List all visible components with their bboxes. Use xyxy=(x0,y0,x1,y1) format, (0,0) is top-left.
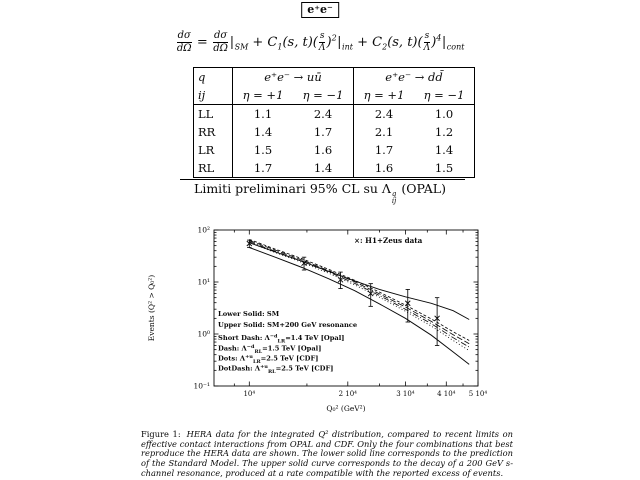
svg-text:4 10⁴: 4 10⁴ xyxy=(437,390,456,398)
table-row xyxy=(194,141,475,159)
row-label: RL xyxy=(194,159,233,178)
svg-text:Events (Q² > Q₀²): Events (Q² > Q₀²) xyxy=(147,274,156,342)
collision-type-box xyxy=(301,2,339,18)
collision-type-label: e⁺e⁻ xyxy=(307,3,333,16)
cell: 1.4 xyxy=(313,161,333,175)
cell: 2.4 xyxy=(313,107,333,121)
svg-text:2 10⁴: 2 10⁴ xyxy=(338,390,358,398)
row-label: RR xyxy=(194,123,233,141)
svg-text:10⁻¹: 10⁻¹ xyxy=(193,381,210,391)
table-subheader: η = −1 xyxy=(414,86,475,105)
svg-text:3 10⁴: 3 10⁴ xyxy=(396,390,415,398)
cell: 1.6 xyxy=(313,143,333,157)
svg-text:Q₀² (GeV²): Q₀² (GeV²) xyxy=(326,404,366,413)
table-header-ij: ij xyxy=(194,86,233,105)
figure-caption-label: Figure 1: xyxy=(141,429,181,439)
table-row xyxy=(194,105,475,124)
separator-rule xyxy=(180,179,465,180)
table-subheader: η = −1 xyxy=(293,86,354,105)
svg-text:Upper Solid: SM+200 GeV resona: Upper Solid: SM+200 GeV resonance xyxy=(218,321,358,329)
svg-text:Dash: Λ−dRL=1.5 TeV [Opal]: Dash: $\Lambda^{-d}_{RL}=1.5$ TeV [Opal] xyxy=(218,343,322,355)
table-header-q: q xyxy=(194,68,233,87)
svg-text:Dots: Λ+uLR=2.5 TeV [CDF]: Dots: $\Lambda^{+u}_{LR}=2.5$ TeV [CDF] xyxy=(218,353,319,365)
cell: 1.7 xyxy=(313,125,333,139)
table-caption-sup: q xyxy=(391,190,397,198)
svg-text:×: H1+Zeus data: ×: H1+Zeus data xyxy=(354,236,423,245)
cell: 1.5 xyxy=(434,161,454,175)
cell: 1.0 xyxy=(434,107,454,121)
figure-caption xyxy=(141,430,513,479)
svg-text:5 10⁴: 5 10⁴ xyxy=(468,390,488,398)
cell: 1.7 xyxy=(354,141,415,159)
cell: 2.4 xyxy=(354,105,415,124)
cross-section-formula: $\frac{d\sigma}{d\Omega}$ = $\frac{d\sigma}{d\Omega}$ $|_{SM} + C_1(s$, t)( $\frac{s}{\Lambda}$ )$^2|_{int} + C_2(s$, t)( $\frac{s}{\Lambda}$ )$^4|_{cont}$ xyxy=(176,30,465,54)
limits-table xyxy=(193,67,475,178)
table-subheader: η = +1 xyxy=(354,86,415,105)
svg-text:Short Dash: Λ−dLR=1.4 TeV [Opa: Short Dash: $\Lambda^{-d}_{LR}=1.4$ TeV [Opal] xyxy=(218,333,345,345)
table-caption-post: (OPAL) xyxy=(397,181,446,196)
row-label: LL xyxy=(194,105,233,124)
svg-text:10⁴: 10⁴ xyxy=(243,390,256,398)
figure-caption-text: HERA data for the integrated Q² distribution, compared to recent limits on effective contact interactions from OPAL and CDF. Only the four combinations that best reproduce the HERA data are shown. The lower solid line corresponds to the prediction of the Standard Model. The upper solid curve corresponds to the decay of a 200 GeV s-channel resonance, produced at a rate compatible with the reported excess of events. xyxy=(141,429,514,478)
table-caption-sub: ij xyxy=(391,197,397,205)
svg-text:10⁰: 10⁰ xyxy=(197,329,210,339)
svg-text:10¹: 10¹ xyxy=(197,277,210,287)
table-caption-pre: Limiti preliminari 95% CL su Λ xyxy=(194,181,391,196)
cell: 1.5 xyxy=(253,143,273,157)
cell: 1.4 xyxy=(434,143,454,157)
cell: 1.2 xyxy=(434,125,454,139)
svg-text:DotDash: Λ+uRL=2.5 TeV [CDF]: DotDash: $\Lambda^{+u}_{RL}=2.5$ TeV [CDF] xyxy=(218,363,334,375)
row-label: LR xyxy=(194,141,233,159)
table-group-dd: e⁺e⁻ → dd̄ xyxy=(354,68,475,87)
cell: 1.1 xyxy=(253,107,273,121)
table-row xyxy=(194,159,475,178)
table-caption xyxy=(0,181,640,205)
table-subheader: η = +1 xyxy=(233,86,294,105)
table-group-uu: e⁺e⁻ → uū xyxy=(264,70,322,84)
qsq-plot xyxy=(140,210,490,425)
svg-text:10²: 10² xyxy=(197,225,210,235)
cell: 1.6 xyxy=(354,159,415,178)
cell: 2.1 xyxy=(354,123,415,141)
table-row xyxy=(194,123,475,141)
svg-text:Lower Solid: SM: Lower Solid: SM xyxy=(218,310,280,318)
cell: 1.7 xyxy=(253,161,273,175)
cell: 1.4 xyxy=(253,125,273,139)
